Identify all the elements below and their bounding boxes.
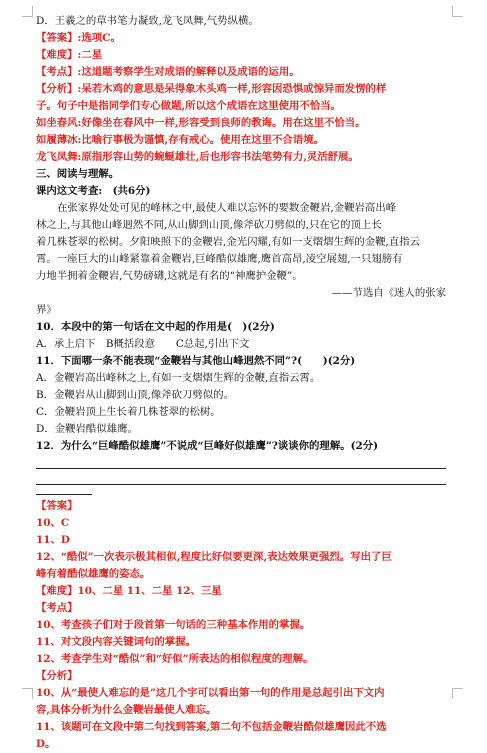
passage-source-cont: 界》 bbox=[36, 304, 57, 316]
question-11-option-b: B．金鞭岩从山脚到山顶,像斧砍刀劈似的。 bbox=[36, 389, 234, 401]
section-title: 三、阅读与理解。 bbox=[36, 168, 120, 180]
exam-point-text: 【考点】:这道题考察学生对成语的解释以及成语的运用。 bbox=[36, 66, 300, 78]
analysis-line: 龙飞凤舞:原指形容山势的蜿蜒雄壮,后也形容书法笔势有力,灵活舒展。 bbox=[36, 151, 359, 163]
answer-blank-line bbox=[36, 471, 446, 485]
page-corner-mark bbox=[22, 688, 33, 699]
question-10: 10．本段中的第一句话在文中起的作用是( )(2分) bbox=[36, 321, 275, 333]
answer-12-line: 12、“酷似”一次表示极其相似,程度比好似要更深,表达效果更强烈。写出了巨 bbox=[36, 551, 392, 563]
passage-line: 着几株苍翠的松树。夕阳映照下的金鞭岩,金光闪耀,有如一支熠熠生辉的金鞭,直指云 bbox=[36, 236, 420, 248]
answer-blank-line bbox=[36, 455, 446, 469]
difficulty-text: 【难度】:二星 bbox=[36, 49, 103, 61]
answer-blank-line bbox=[36, 487, 92, 495]
analysis-line: 子。句子中是指同学们专心做题,所以这个成语在这里使用不恰当。 bbox=[36, 100, 341, 112]
passage-line: 霄。一座巨大的山峰紧靠着金鞭岩,巨峰酷似雄鹰,鹰首高昂,凌空展翅,一只翅膀有 bbox=[36, 253, 403, 265]
passage-source: ——节选自《迷人的张家 bbox=[331, 287, 446, 299]
answers-label: 【答案】 bbox=[36, 500, 78, 512]
passage-line: 力地半拥着金鞭岩,气势磅礴,这就是有名的“神鹰护金鞭”。 bbox=[36, 270, 303, 282]
passage-label: 课内这文考查: (共6分) bbox=[36, 185, 151, 197]
option-d-text: D．王羲之的草书笔力凝致,龙飞凤舞,气势纵横。 bbox=[36, 15, 259, 27]
page-corner-mark bbox=[452, 688, 463, 699]
question-11-option-d: D．金鞭岩酷似雄鹰。 bbox=[36, 423, 138, 435]
exam-point-12: 12、考查学生对“酷似”和“好似”所表达的相似程度的理解。 bbox=[36, 653, 314, 665]
question-11: 11．下面哪一条不能表现“金鞭岩与其他山峰迥然不同”?( )(2分) bbox=[36, 355, 356, 367]
answers-exam-label: 【考点】 bbox=[36, 602, 78, 614]
answer-text: 【答案】:选项C。 bbox=[36, 32, 121, 44]
analysis-line: 如坐春风:好像坐在春风中一样,形容受到良师的教诲。用在这里不恰当。 bbox=[36, 117, 366, 129]
analysis-line: 【分析】:呆若木鸡的意思是呆得象木头鸡一样,形容因恐惧或惊异而发愣的样 bbox=[36, 83, 387, 95]
answers-difficulty: 【难度】10、二星 11、二星 12、三星 bbox=[36, 585, 222, 597]
question-11-option-a: A．金鞭岩高出峰林之上,有如一支熠熠生辉的金鞭,直指云霄。 bbox=[36, 372, 321, 384]
answer-10: 10、C bbox=[36, 517, 70, 529]
exam-point-11: 11、对文段内容关键词句的掌握。 bbox=[36, 636, 196, 648]
analysis-11-line: D。 bbox=[36, 738, 56, 750]
answer-12-line: 峰有着酷似雄鹰的姿态。 bbox=[36, 568, 151, 580]
page-corner-mark bbox=[22, 6, 33, 17]
document-body bbox=[36, 13, 446, 753]
answer-11: 11、D bbox=[36, 534, 70, 546]
passage-line: 在张家界处处可见的峰林之中,最使人难以忘怀的要数金鞭岩,金鞭岩高出峰 bbox=[57, 202, 397, 214]
analysis-10-line: 容,具体分析为什么金鞭岩最使人难忘。 bbox=[36, 704, 217, 716]
answers-analysis-label: 【分析】 bbox=[36, 670, 78, 682]
question-10-options: A．承上启下 B概括段意 C总起,引出下文 bbox=[36, 338, 250, 350]
passage-line: 林之上,与其他山峰迥然不同,从山脚到山顶,像斧砍刀劈似的,只在它的顶上长 bbox=[36, 219, 382, 231]
analysis-10-line: 10、从“最使人难忘的是”这几个字可以看出第一句的作用是总起引出下文内 bbox=[36, 687, 385, 699]
question-12: 12．为什么“巨峰酷似雄鹰”不说成“巨峰好似雄鹰”?谈谈你的理解。(2分) bbox=[36, 440, 379, 452]
question-11-option-c: C．金鞭岩顶上生长着几株苍翠的松树。 bbox=[36, 406, 221, 418]
page-corner-mark bbox=[452, 6, 463, 17]
analysis-11-line: 11、该题可在文段中第二句找到答案,第二句不包括金鞭岩酷似雄鹰因此不选 bbox=[36, 721, 387, 733]
exam-point-10: 10、考查孩子们对于段首第一句话的三种基本作用的掌握。 bbox=[36, 619, 311, 631]
analysis-line: 如履薄冰:比喻行事极为谨慎,存有戒心。使用在这里不合语境。 bbox=[36, 134, 324, 146]
